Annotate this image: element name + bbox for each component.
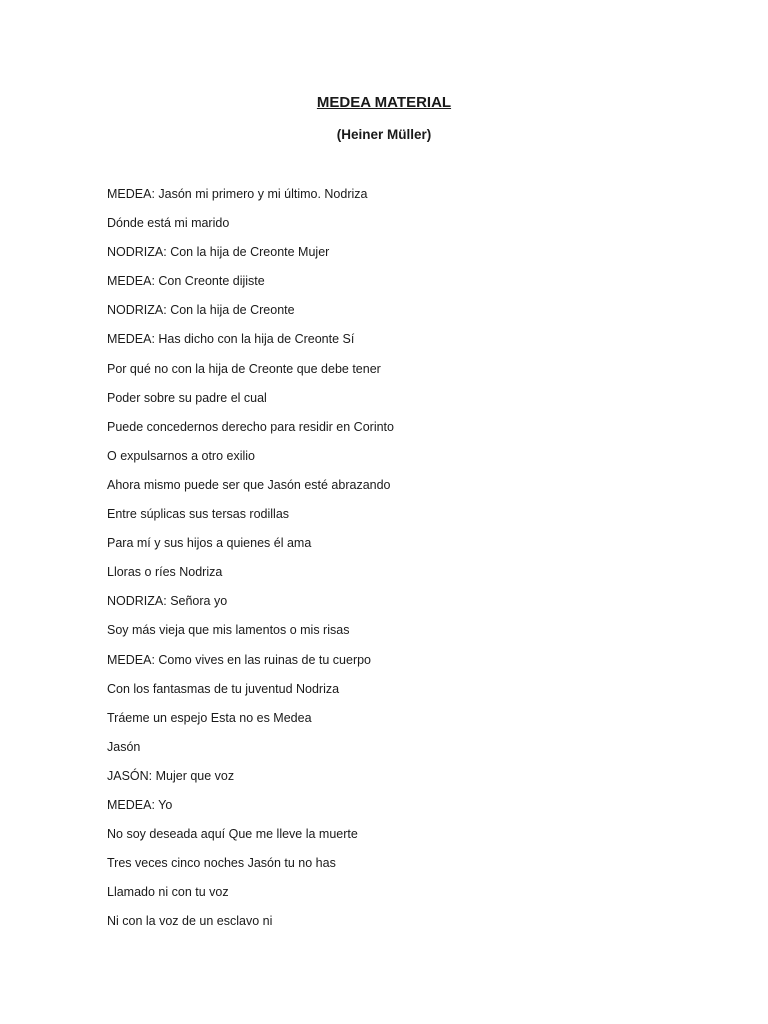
text-line: MEDEA: Yo: [107, 797, 173, 812]
text-line: NODRIZA: Con la hija de Creonte Mujer: [107, 245, 330, 260]
document-title: MEDEA MATERIAL: [316, 94, 452, 111]
text-line: Jasón: [107, 739, 141, 754]
text-line: MEDEA: Jasón mi primero y mi último. Nodriza: [107, 187, 368, 201]
text-line: O expulsarnos a otro exilio: [107, 448, 255, 463]
text-line: Tres veces cinco noches Jasón tu no has: [107, 856, 336, 871]
text-line: NODRIZA: Con la hija de Creonte: [107, 303, 295, 318]
text-line: NODRIZA: Señora yo: [107, 594, 228, 609]
text-line: Poder sobre su padre el cual: [107, 390, 267, 405]
text-line: Lloras o ríes Nodriza: [107, 565, 223, 580]
text-lines: [107, 184, 394, 940]
text-line: MEDEA: Con Creonte dijiste: [107, 274, 265, 289]
text-line: Con los fantasmas de tu juventud Nodriza: [107, 681, 340, 696]
text-line: JASÓN: Mujer que voz: [107, 768, 235, 783]
text-line: Llamado ni con tu voz: [107, 885, 229, 900]
text-line: Dónde está mi marido: [107, 216, 230, 231]
text-line: Puede concedernos derecho para residir en Corinto: [107, 419, 394, 434]
text-line: Entre súplicas sus tersas rodillas: [107, 507, 290, 522]
text-line: Ni con la voz de un esclavo ni: [107, 914, 273, 929]
text-line: MEDEA: Has dicho con la hija de Creonte Sí: [107, 332, 355, 347]
text-line: No soy deseada aquí Que me lleve la muerte: [107, 827, 358, 842]
text-line: Para mí y sus hijos a quienes él ama: [107, 536, 312, 551]
text-line: Ahora mismo puede ser que Jasón esté abrazando: [107, 477, 391, 492]
text-line: Por qué no con la hija de Creonte que debe tener: [107, 361, 381, 376]
text-line: Tráeme un espejo Esta no es Medea: [107, 710, 312, 725]
text-line: MEDEA: Como vives en las ruinas de tu cuerpo: [107, 652, 372, 667]
text-line: Soy más vieja que mis lamentos o mis risas: [107, 623, 350, 638]
document-subtitle: (Heiner Müller): [336, 127, 432, 142]
